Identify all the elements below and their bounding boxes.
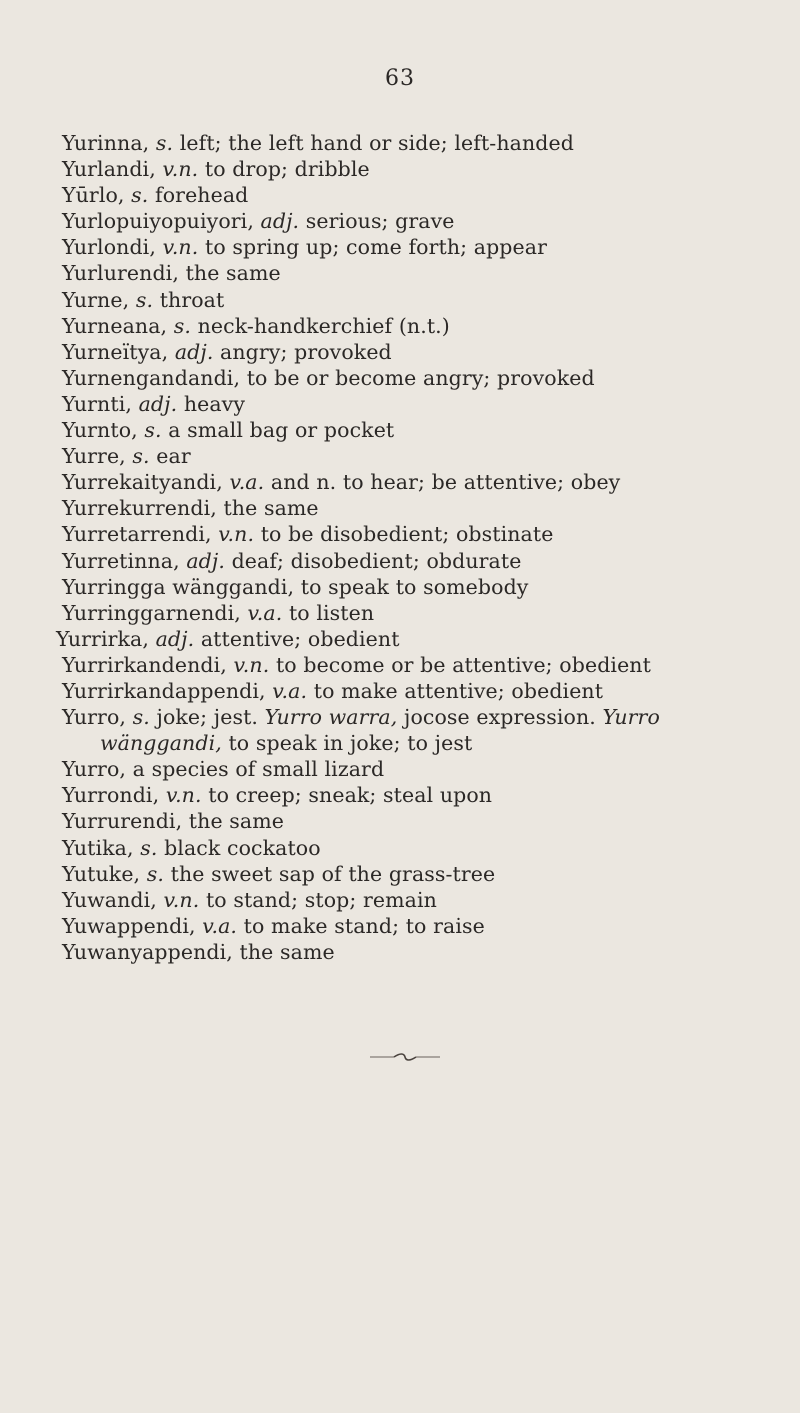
entry-grammar: s.: [137, 418, 162, 443]
entry-definition: a species of small lizard: [126, 757, 385, 782]
entry-headword: Yutuke,: [62, 861, 141, 886]
entry-definition: to creep; sneak; steal upon: [201, 783, 493, 808]
entry-definition: to make stand; to raise: [237, 913, 485, 938]
entry-definition: and n. to hear; be attentive; obey: [264, 470, 621, 495]
entry-definition: to speak to somebody: [294, 574, 529, 599]
dictionary-entry: [62, 652, 782, 678]
entry-grammar: v.n.: [211, 522, 255, 547]
dictionary-entry: [62, 861, 782, 887]
dictionary-entry: [62, 417, 782, 443]
entry-headword: Yurlondi,: [62, 235, 156, 260]
entry-headword: Yurretarrendi,: [62, 522, 212, 547]
entry-grammar: s.: [124, 183, 149, 208]
dictionary-entry: [62, 835, 782, 861]
entry-grammar: s.: [149, 131, 174, 155]
entry-grammar: v.n.: [159, 783, 202, 808]
entry-definition: neck-handkerchief (n.t.): [191, 313, 450, 338]
entry-grammar: v.n.: [156, 887, 200, 912]
entry-headword: Yurrekurrendi,: [62, 496, 217, 521]
entry-continuation: [62, 730, 782, 756]
entry-grammar: v.n.: [155, 157, 199, 182]
dictionary-entry: [62, 130, 782, 156]
page-number: 63: [385, 66, 415, 91]
dictionary-entry: [62, 339, 782, 365]
dictionary-entry: [62, 782, 782, 808]
entry-headword: Yurrekaityandi,: [62, 470, 223, 495]
entry-grammar: s.: [126, 705, 150, 730]
dictionary-entry: [62, 234, 782, 260]
entry-headword: Yurrirkandappendi,: [62, 678, 266, 703]
entry-grammar: s.: [129, 287, 154, 312]
entry-grammar: v.n.: [155, 235, 199, 260]
dictionary-entry: [62, 287, 782, 313]
entry-example: Yurro: [595, 705, 660, 730]
entry-definition: to be or become angry; provoked: [240, 365, 595, 390]
entry-headword: Yurlurendi,: [62, 261, 179, 286]
entry-grammar: v.n.: [226, 652, 270, 677]
dictionary-entry: [62, 443, 782, 469]
entry-grammar: adj.: [168, 339, 214, 364]
dictionary-entry: [62, 887, 782, 913]
entry-headword: Yurringga wänggandi,: [62, 574, 295, 599]
entry-headword: Yurinna,: [62, 131, 150, 155]
entry-headword: Yurnto,: [62, 418, 138, 443]
entry-headword: Yurrurendi,: [62, 809, 183, 834]
entry-definition: to be disobedient; obstinate: [254, 522, 554, 547]
entry-definition: the sweet sap of the grass-tree: [164, 861, 496, 886]
dictionary-entry: [62, 808, 782, 834]
dictionary-entry: [62, 260, 782, 286]
entry-definition: forehead: [148, 183, 249, 208]
dictionary-entry: [62, 600, 782, 626]
entry-grammar: s.: [133, 835, 158, 860]
dictionary-entry: [62, 704, 782, 730]
entry-grammar: adj.: [131, 391, 178, 416]
dictionary-entry: [62, 913, 782, 939]
entry-definition: angry; provoked: [213, 339, 392, 364]
entry-definition: to listen: [282, 600, 375, 625]
entry-definition: attentive; obedient: [194, 626, 400, 651]
ornament-divider: [370, 1053, 440, 1061]
dictionary-entry: [62, 182, 782, 208]
entry-definition: to make attentive; obedient: [307, 678, 604, 703]
entry-grammar: v.a.: [195, 913, 238, 938]
entry-definition: serious; grave: [299, 209, 455, 234]
dictionary-entry: [62, 756, 782, 782]
entry-definition: a small bag or pocket: [161, 418, 395, 443]
entry-definition: black cockatoo: [157, 835, 321, 860]
entry-definition: joke; jest.: [149, 705, 259, 730]
entry-grammar: s.: [167, 313, 192, 338]
entry-definition: left; the left hand or side; left-handed: [173, 131, 574, 155]
entry-example-gloss: jocose expression.: [397, 705, 596, 730]
entry-headword: Yurlopuiyopuiyori,: [62, 209, 254, 234]
entry-headword: Yurrirkandendi,: [62, 652, 227, 677]
dictionary-entry: [62, 495, 782, 521]
entry-definition: to drop; dribble: [198, 157, 370, 182]
entry-headword: Yurrirka,: [56, 626, 149, 651]
entry-headword: Yurre,: [62, 444, 126, 469]
entry-definition: to spring up; come forth; appear: [198, 235, 547, 260]
entry-definition: the same: [182, 809, 285, 834]
entry-grammar: v.a.: [240, 600, 283, 625]
entry-headword: Yurnengandandi,: [62, 365, 241, 390]
entry-grammar: s.: [125, 444, 150, 469]
entry-definition: ear: [149, 444, 191, 469]
dictionary-entry: [62, 313, 782, 339]
entry-headword: Yurro,: [62, 757, 127, 782]
entry-headword: Yurneana,: [62, 313, 168, 338]
dictionary-entry: [56, 626, 782, 652]
entry-definition: the same: [216, 496, 319, 521]
entry-headword: Yurringgarnendi,: [62, 600, 241, 625]
entry-headword: Yūrlo,: [62, 183, 125, 208]
dictionary-entry: [62, 391, 782, 417]
entry-headword: wänggandi,: [100, 731, 222, 756]
dictionary-entry: [62, 548, 782, 574]
entry-headword: Yuwappendi,: [62, 913, 196, 938]
dictionary-entry: [62, 939, 782, 965]
dictionary-entry: [62, 469, 782, 495]
entry-headword: Yurneïtya,: [62, 339, 169, 364]
dictionary-entry: [62, 521, 782, 547]
entry-definition: heavy: [177, 391, 246, 416]
entry-grammar: adj.: [179, 548, 225, 573]
dictionary-entry: [62, 678, 782, 704]
entry-grammar: adj.: [253, 209, 300, 234]
entry-definition: to become or be attentive; obedient: [269, 652, 651, 677]
entry-headword: Yurne,: [62, 287, 130, 312]
entry-grammar: v.a.: [222, 470, 265, 495]
entry-grammar: adj.: [148, 626, 195, 651]
dictionary-entry: [62, 365, 782, 391]
entry-headword: Yurro,: [62, 705, 127, 730]
entry-definition: deaf; disobedient; obdurate: [224, 548, 522, 573]
entry-definition: to speak in joke; to jest: [221, 731, 473, 756]
entry-definition: the same: [178, 261, 281, 286]
entry-headword: Yurrondi,: [62, 783, 160, 808]
dictionary-entry: [62, 208, 782, 234]
entry-headword: Yurlandi,: [62, 157, 156, 182]
entry-definition: the same: [232, 939, 335, 964]
entry-grammar: v.a.: [265, 678, 308, 703]
entry-definition: to stand; stop; remain: [199, 887, 437, 912]
dictionary-entry: [62, 156, 782, 182]
entry-headword: Yurnti,: [62, 391, 132, 416]
dictionary-entry: [62, 574, 782, 600]
entry-definition: throat: [153, 287, 225, 312]
entry-headword: Yutika,: [62, 835, 134, 860]
entry-headword: Yurretinna,: [62, 548, 180, 573]
entry-grammar: s.: [140, 861, 165, 886]
entry-example: Yurro warra,: [258, 705, 398, 730]
entry-headword: Yuwandi,: [62, 887, 157, 912]
dictionary-entries: [56, 130, 782, 965]
entry-headword: Yuwanyappendi,: [62, 939, 233, 964]
